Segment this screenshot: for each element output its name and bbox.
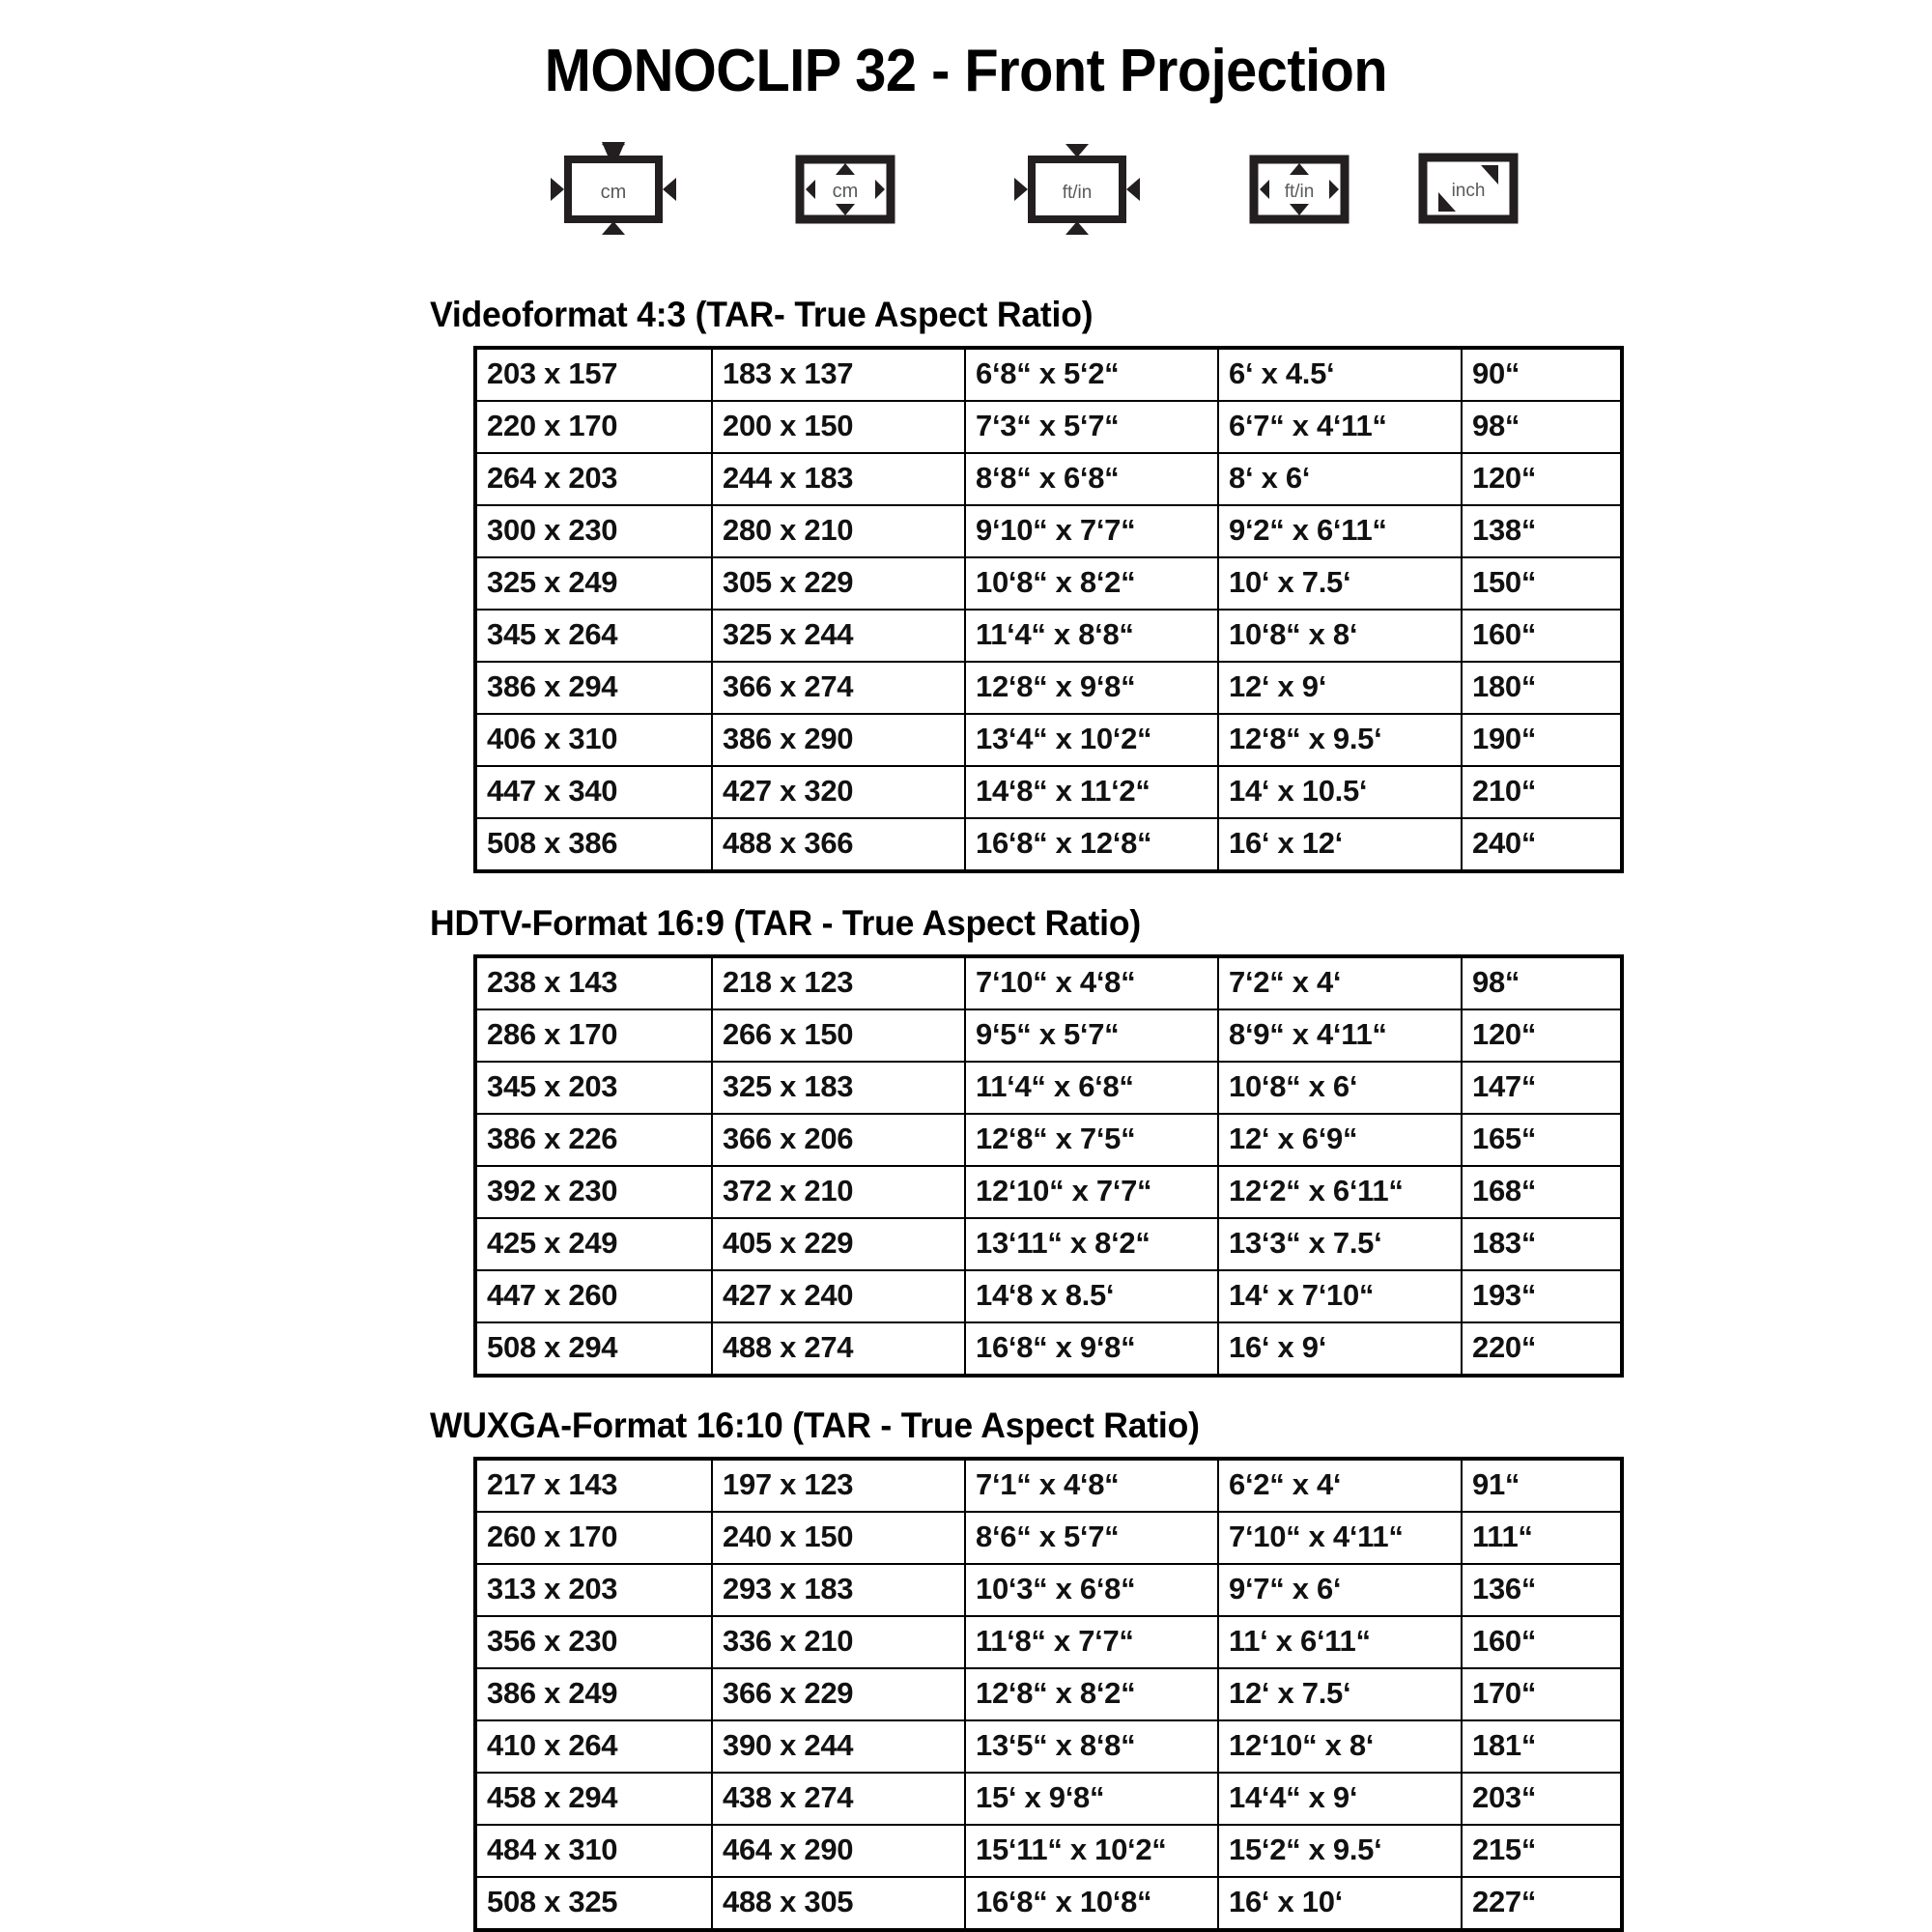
table-cell: 508 x 325 [475,1877,712,1930]
table-cell: 7‘3“ x 5‘7“ [965,401,1218,453]
table-cell: 12‘10“ x 8‘ [1218,1720,1462,1773]
table-cell: 147“ [1462,1062,1622,1114]
table-cell: 91“ [1462,1459,1622,1512]
table-cell: 9‘2“ x 6‘11“ [1218,505,1462,557]
table-cell: 508 x 294 [475,1322,712,1376]
table-cell: 13‘4“ x 10‘2“ [965,714,1218,766]
table-row [475,1773,1622,1825]
table-cell: 286 x 170 [475,1009,712,1062]
table-row [475,1825,1622,1877]
table-cell: 260 x 170 [475,1512,712,1564]
table-cell: 10‘8“ x 8‘ [1218,610,1462,662]
table-cell: 168“ [1462,1166,1622,1218]
table-cell: 266 x 150 [712,1009,965,1062]
table-cell: 8‘6“ x 5‘7“ [965,1512,1218,1564]
table-row [475,1270,1622,1322]
table-cell: 300 x 230 [475,505,712,557]
table-row [475,610,1622,662]
table-row [475,557,1622,610]
table-cell: 410 x 264 [475,1720,712,1773]
table-cell: 15‘11“ x 10‘2“ [965,1825,1218,1877]
table-cell: 427 x 320 [712,766,965,818]
table-cell: 10‘8“ x 6‘ [1218,1062,1462,1114]
table-cell: 120“ [1462,1009,1622,1062]
table-cell: 372 x 210 [712,1166,965,1218]
spec-table-wuxga-16-10 [473,1457,1624,1932]
table-cell: 160“ [1462,610,1622,662]
table-cell: 227“ [1462,1877,1622,1930]
spec-table-hdtv-16-9 [473,954,1624,1378]
table-row [475,1062,1622,1114]
table-cell: 120“ [1462,453,1622,505]
table-cell: 305 x 229 [712,557,965,610]
section-heading-videoformat-4-3: Videoformat 4:3 (TAR- True Aspect Ratio) [430,295,1094,334]
table-cell: 458 x 294 [475,1773,712,1825]
table-cell: 488 x 366 [712,818,965,871]
table-cell: 13‘11“ x 8‘2“ [965,1218,1218,1270]
table-cell: 14‘8“ x 11‘2“ [965,766,1218,818]
table-cell: 293 x 183 [712,1564,965,1616]
section-heading-wuxga-16-10: WUXGA-Format 16:10 (TAR - True Aspect Ratio) [430,1406,1200,1445]
table-cell: 165“ [1462,1114,1622,1166]
table-cell: 10‘8“ x 8‘2“ [965,557,1218,610]
table-cell: 325 x 183 [712,1062,965,1114]
table-cell: 16‘ x 10‘ [1218,1877,1462,1930]
viewable-area-cm-icon [773,140,918,237]
diagonal-inch-icon [1406,140,1531,237]
table-cell: 13‘5“ x 8‘8“ [965,1720,1218,1773]
table-cell: 16‘8“ x 9‘8“ [965,1322,1218,1376]
table-cell: 8‘9“ x 4‘11“ [1218,1009,1462,1062]
table-row [475,956,1622,1009]
table-cell: 181“ [1462,1720,1622,1773]
table-cell: 11‘4“ x 6‘8“ [965,1062,1218,1114]
measurement-legend [0,140,1932,246]
table-cell: 238 x 143 [475,956,712,1009]
table-cell: 170“ [1462,1668,1622,1720]
table-cell: 12‘8“ x 9‘8“ [965,662,1218,714]
table-cell: 98“ [1462,956,1622,1009]
table-row [475,1720,1622,1773]
table-cell: 240 x 150 [712,1512,965,1564]
table-cell: 193“ [1462,1270,1622,1322]
table-cell: 336 x 210 [712,1616,965,1668]
table-cell: 16‘8“ x 10‘8“ [965,1877,1218,1930]
table-cell: 220“ [1462,1322,1622,1376]
table-cell: 6‘8“ x 5‘2“ [965,348,1218,401]
table-row [475,1322,1622,1376]
svg-text:cm: cm [832,181,859,202]
table-cell: 16‘ x 12‘ [1218,818,1462,871]
table-cell: 14‘4“ x 9‘ [1218,1773,1462,1825]
table-cell: 180“ [1462,662,1622,714]
table-cell: 264 x 203 [475,453,712,505]
table-cell: 406 x 310 [475,714,712,766]
table-row [475,818,1622,871]
table-cell: 6‘2“ x 4‘ [1218,1459,1462,1512]
table-cell: 10‘ x 7.5‘ [1218,557,1462,610]
table-cell: 12‘ x 6‘9“ [1218,1114,1462,1166]
table-cell: 9‘5“ x 5‘7“ [965,1009,1218,1062]
table-cell: 8‘ x 6‘ [1218,453,1462,505]
table-cell: 16‘ x 9‘ [1218,1322,1462,1376]
table-cell: 15‘ x 9‘8“ [965,1773,1218,1825]
table-cell: 345 x 264 [475,610,712,662]
table-cell: 392 x 230 [475,1166,712,1218]
svg-text:cm: cm [600,182,627,203]
table-row [475,1877,1622,1930]
viewable-area-ftin-icon [1227,140,1372,237]
table-cell: 183“ [1462,1218,1622,1270]
table-cell: 10‘3“ x 6‘8“ [965,1564,1218,1616]
table-cell: 405 x 229 [712,1218,965,1270]
table-cell: 210“ [1462,766,1622,818]
table-cell: 200 x 150 [712,401,965,453]
table-row [475,453,1622,505]
outside-dimensions-cm-icon [541,140,686,237]
table-cell: 488 x 274 [712,1322,965,1376]
table-cell: 160“ [1462,1616,1622,1668]
table-cell: 386 x 294 [475,662,712,714]
table-cell: 280 x 210 [712,505,965,557]
table-cell: 438 x 274 [712,1773,965,1825]
table-cell: 9‘7“ x 6‘ [1218,1564,1462,1616]
table-cell: 464 x 290 [712,1825,965,1877]
table-cell: 15‘2“ x 9.5‘ [1218,1825,1462,1877]
table-cell: 7‘1“ x 4‘8“ [965,1459,1218,1512]
table-cell: 190“ [1462,714,1622,766]
table-cell: 447 x 340 [475,766,712,818]
table-cell: 150“ [1462,557,1622,610]
table-cell: 488 x 305 [712,1877,965,1930]
table-cell: 390 x 244 [712,1720,965,1773]
table-cell: 12‘8“ x 9.5‘ [1218,714,1462,766]
svg-text:ft/in: ft/in [1284,182,1315,202]
table-cell: 6‘ x 4.5‘ [1218,348,1462,401]
table-cell: 12‘10“ x 7‘7“ [965,1166,1218,1218]
table-cell: 366 x 206 [712,1114,965,1166]
table-cell: 240“ [1462,818,1622,871]
table-row [475,714,1622,766]
table-cell: 386 x 249 [475,1668,712,1720]
table-row [475,1114,1622,1166]
table-cell: 197 x 123 [712,1459,965,1512]
table-row [475,1616,1622,1668]
svg-text:ft/in: ft/in [1062,183,1093,203]
table-cell: 484 x 310 [475,1825,712,1877]
table-cell: 14‘ x 7‘10“ [1218,1270,1462,1322]
table-cell: 90“ [1462,348,1622,401]
table-cell: 7‘10“ x 4‘11“ [1218,1512,1462,1564]
table-cell: 386 x 290 [712,714,965,766]
table-cell: 425 x 249 [475,1218,712,1270]
table-cell: 325 x 249 [475,557,712,610]
table-cell: 9‘10“ x 7‘7“ [965,505,1218,557]
table-row [475,401,1622,453]
table-cell: 325 x 244 [712,610,965,662]
table-cell: 217 x 143 [475,1459,712,1512]
table-cell: 12‘2“ x 6‘11“ [1218,1166,1462,1218]
table-row [475,766,1622,818]
section-heading-hdtv-16-9: HDTV-Format 16:9 (TAR - True Aspect Ratio) [430,903,1141,943]
table-row [475,1512,1622,1564]
table-cell: 6‘7“ x 4‘11“ [1218,401,1462,453]
table-cell: 136“ [1462,1564,1622,1616]
table-cell: 313 x 203 [475,1564,712,1616]
table-cell: 12‘ x 7.5‘ [1218,1668,1462,1720]
table-row [475,1218,1622,1270]
table-cell: 13‘3“ x 7.5‘ [1218,1218,1462,1270]
table-cell: 12‘8“ x 8‘2“ [965,1668,1218,1720]
table-cell: 356 x 230 [475,1616,712,1668]
table-cell: 366 x 229 [712,1668,965,1720]
table-cell: 7‘10“ x 4‘8“ [965,956,1218,1009]
table-cell: 98“ [1462,401,1622,453]
page-title: MONOCLIP 32 - Front Projection [544,38,1388,104]
table-row [475,1668,1622,1720]
table-row [475,1459,1622,1512]
table-cell: 111“ [1462,1512,1622,1564]
table-cell: 447 x 260 [475,1270,712,1322]
table-cell: 14‘8 x 8.5‘ [965,1270,1218,1322]
table-cell: 508 x 386 [475,818,712,871]
table-cell: 220 x 170 [475,401,712,453]
table-cell: 366 x 274 [712,662,965,714]
table-row [475,1009,1622,1062]
table-cell: 11‘8“ x 7‘7“ [965,1616,1218,1668]
table-cell: 215“ [1462,1825,1622,1877]
table-cell: 11‘ x 6‘11“ [1218,1616,1462,1668]
outside-dimensions-ftin-icon [1005,140,1150,237]
table-cell: 138“ [1462,505,1622,557]
table-cell: 8‘8“ x 6‘8“ [965,453,1218,505]
table-row [475,662,1622,714]
table-row [475,1564,1622,1616]
table-cell: 183 x 137 [712,348,965,401]
table-cell: 427 x 240 [712,1270,965,1322]
table-cell: 218 x 123 [712,956,965,1009]
table-cell: 16‘8“ x 12‘8“ [965,818,1218,871]
table-row [475,348,1622,401]
table-row [475,505,1622,557]
table-cell: 203 x 157 [475,348,712,401]
table-cell: 203“ [1462,1773,1622,1825]
table-cell: 12‘ x 9‘ [1218,662,1462,714]
spec-table-videoformat-4-3 [473,346,1624,873]
table-cell: 386 x 226 [475,1114,712,1166]
table-cell: 11‘4“ x 8‘8“ [965,610,1218,662]
table-row [475,1166,1622,1218]
table-cell: 345 x 203 [475,1062,712,1114]
table-cell: 244 x 183 [712,453,965,505]
table-cell: 7‘2“ x 4‘ [1218,956,1462,1009]
table-cell: 12‘8“ x 7‘5“ [965,1114,1218,1166]
table-cell: 14‘ x 10.5‘ [1218,766,1462,818]
svg-text:inch: inch [1451,181,1486,201]
